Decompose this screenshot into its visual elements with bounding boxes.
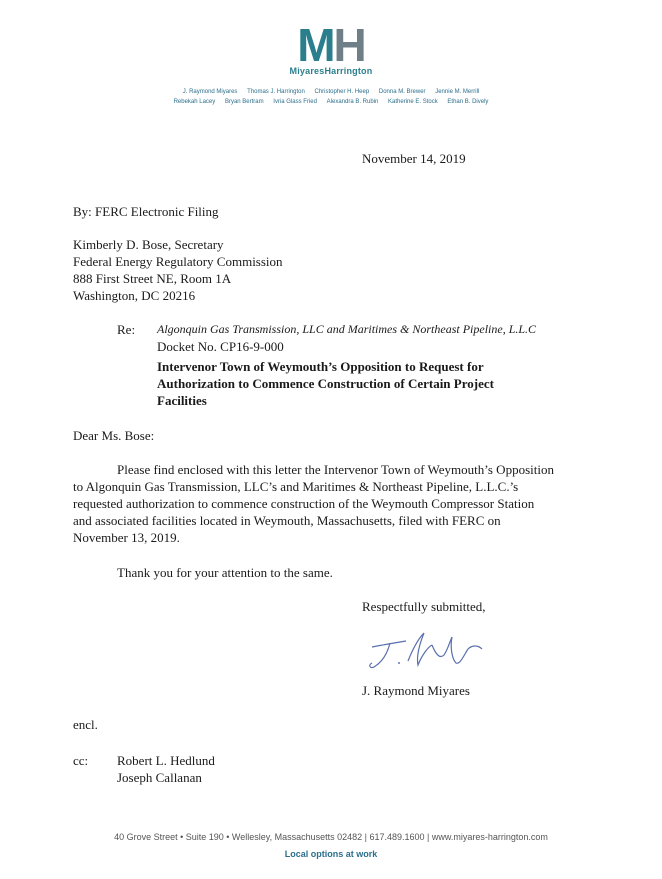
subject-line: Authorization to Commence Construction of Certain Project: [157, 376, 494, 391]
partners-row-1: [0, 89, 662, 95]
footer-tagline: Local options at work: [284, 849, 378, 859]
cc-name: Joseph Callanan: [117, 770, 202, 785]
footer-address: 40 Grove Street • Suite 190 • Wellesley, Massachusetts 02482 | 617.489.1600 | www.miyares-harrington.com: [114, 832, 548, 842]
recipient-line: Kimberly D. Bose, Secretary: [73, 237, 224, 252]
cc-list: [117, 752, 215, 786]
firm-name: MiyaresHarrington: [289, 66, 373, 76]
salutation: Dear Ms. Bose:: [73, 428, 155, 443]
subject-line: Facilities: [157, 393, 207, 408]
subject-line: Intervenor Town of Weymouth’s Opposition to Request for: [157, 359, 484, 374]
body-paragraph: Please find enclosed with this letter the Intervenor Town of Weymouth’s Opposition to Algonquin Gas Transmission, LLC’s and Maritimes & Northeast Pipeline, L.L.C.’s requested authorization to commence construction of the Weymouth Compressor Station and associated facilities located in Weymouth, Massachusetts, filed with FERC on November 13, 2019.: [73, 462, 554, 545]
partner-name: Rebekah Lacey: [173, 99, 216, 105]
handwritten-signature: [360, 625, 490, 675]
recipient-line: 888 First Street NE, Room 1A: [73, 271, 232, 286]
partner-name: Jennie M. Merrill: [435, 89, 480, 95]
signer-name: J. Raymond Miyares: [362, 683, 470, 698]
cc-label: cc:: [73, 753, 89, 768]
cc-name: Robert L. Hedlund: [117, 753, 215, 768]
partner-name: J. Raymond Miyares: [182, 89, 238, 95]
letter-date: November 14, 2019: [362, 151, 466, 166]
delivery-method: By: FERC Electronic Filing: [73, 204, 219, 219]
recipient-line: Federal Energy Regulatory Commission: [73, 254, 283, 269]
monogram-h: H: [333, 19, 365, 71]
monogram-m: M: [297, 19, 334, 71]
partner-name: Donna M. Brewer: [378, 89, 426, 95]
partner-name: Thomas J. Harrington: [247, 89, 305, 95]
partner-name: Alexandra B. Rubin: [326, 99, 379, 105]
partners-row-2: [0, 99, 662, 105]
recipient-line: Washington, DC 20216: [73, 288, 196, 303]
re-case-name: Algonquin Gas Transmission, LLC and Maritimes & Northeast Pipeline, L.L.C: [157, 322, 537, 336]
closing: Respectfully submitted,: [362, 599, 486, 614]
partner-name: Ethan B. Dively: [447, 99, 489, 105]
thanks-line: Thank you for your attention to the same.: [117, 565, 333, 580]
enclosure-note: encl.: [73, 717, 98, 732]
partner-name: Christopher H. Heep: [314, 89, 370, 95]
recipient-address: [73, 236, 283, 304]
docket-number: Docket No. CP16-9-000: [157, 339, 284, 354]
re-label: Re:: [117, 322, 136, 337]
re-subject: [157, 358, 494, 409]
partner-name: Katherine E. Stock: [388, 99, 438, 105]
partner-name: Bryan Bertram: [224, 99, 264, 105]
partner-name: Ivria Glass Fried: [273, 99, 317, 105]
letterhead-logo: [0, 19, 662, 76]
